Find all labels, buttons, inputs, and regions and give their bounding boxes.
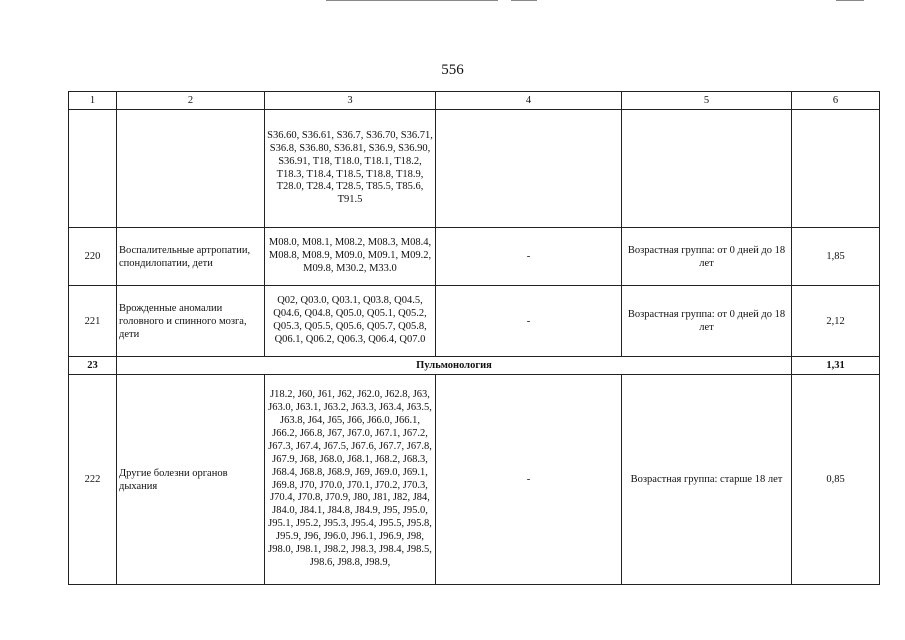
row-col4-cell: -	[436, 286, 622, 357]
scan-edge-line	[326, 0, 498, 1]
row-codes-cell: J18.2, J60, J61, J62, J62.0, J62.8, J63, J63.0, J63.1, J63.2, J63.3, J63.4, J63.5, J63.8, J64, J65, J66, J66.0, J66.1, J66.2, J66.8, J67, J67.0, J67.1, J67.2, J67.3, J67.4, J67.5, J67.6, J67.7, J67.8, J67.9, J68, J68.0, J68.1, J68.2, J68.3, J68.4, J68.8, J68.9, J69, J69.0, J69.1, J69.8, J70, J70.0, J70.1, J70.2, J70.3, J70.4, J70.8, J70.9, J80, J81, J82, J84, J84.0, J84.1, J84.8, J84.9, J95, J95.0, J95.1, J95.2, J95.3, J95.4, J95.5, J95.8, J95.9, J96, J96.0, J96.1, J96.9, J98, J98.0, J98.1, J98.2, J98.3, J98.4, J98.5, J98.6, J98.8, J98.9,	[265, 375, 436, 585]
row-number-cell: 220	[69, 228, 117, 286]
row-col4-cell: -	[436, 228, 622, 286]
row-coef-cell: 1,85	[792, 228, 880, 286]
header-cell: 2	[117, 92, 265, 110]
row-coef-cell: 0,85	[792, 375, 880, 585]
header-cell: 4	[436, 92, 622, 110]
row-condition-cell: Возрастная группа: старше 18 лет	[622, 375, 792, 585]
row-condition-cell	[622, 110, 792, 228]
header-cell: 3	[265, 92, 436, 110]
row-col4-cell	[436, 110, 622, 228]
row-number-cell: 222	[69, 375, 117, 585]
table-row	[69, 228, 880, 286]
row-coef-cell	[792, 110, 880, 228]
row-name-cell: Другие болезни органов дыхания	[117, 375, 265, 585]
header-cell: 1	[69, 92, 117, 110]
row-col4-cell: -	[436, 375, 622, 585]
table-row	[69, 375, 880, 585]
row-name-cell: Воспалительные артропатии, спондилопатии, дети	[117, 228, 265, 286]
row-condition-cell: Возрастная группа: от 0 дней до 18 лет	[622, 228, 792, 286]
row-condition-cell: Возрастная группа: от 0 дней до 18 лет	[622, 286, 792, 357]
row-name-cell: Врожденные аномалии головного и спинного мозга, дети	[117, 286, 265, 357]
tariff-table	[68, 91, 880, 585]
row-codes-cell: Q02, Q03.0, Q03.1, Q03.8, Q04.5, Q04.6, Q04.8, Q05.0, Q05.1, Q05.2, Q05.3, Q05.5, Q05.6, Q05.7, Q05.8, Q06.1, Q06.2, Q06.3, Q06.4, Q07.0	[265, 286, 436, 357]
row-codes-cell: S36.60, S36.61, S36.7, S36.70, S36.71, S36.8, S36.80, S36.81, S36.9, S36.90, S36.91, T18, T18.0, T18.1, T18.2, T18.3, T18.4, T18.5, T18.8, T18.9, T28.0, T28.4, T28.5, T85.5, T85.6, T91.5	[265, 110, 436, 228]
row-codes-cell: M08.0, M08.1, M08.2, M08.3, M08.4, M08.8, M08.9, M09.0, M09.1, M09.2, M09.8, M30.2, M33.0	[265, 228, 436, 286]
section-row	[69, 357, 880, 375]
scan-edge-line	[511, 0, 537, 1]
header-row	[69, 92, 880, 110]
page-number: 556	[441, 62, 464, 78]
section-number-cell: 23	[69, 357, 117, 375]
row-coef-cell: 2,12	[792, 286, 880, 357]
section-coef-cell: 1,31	[792, 357, 880, 375]
table-row	[69, 110, 880, 228]
table-row	[69, 286, 880, 357]
header-cell: 6	[792, 92, 880, 110]
row-name-cell	[117, 110, 265, 228]
row-number-cell	[69, 110, 117, 228]
section-title-cell: Пульмонология	[117, 357, 792, 375]
scan-edge-line	[836, 0, 864, 1]
header-cell: 5	[622, 92, 792, 110]
row-number-cell: 221	[69, 286, 117, 357]
